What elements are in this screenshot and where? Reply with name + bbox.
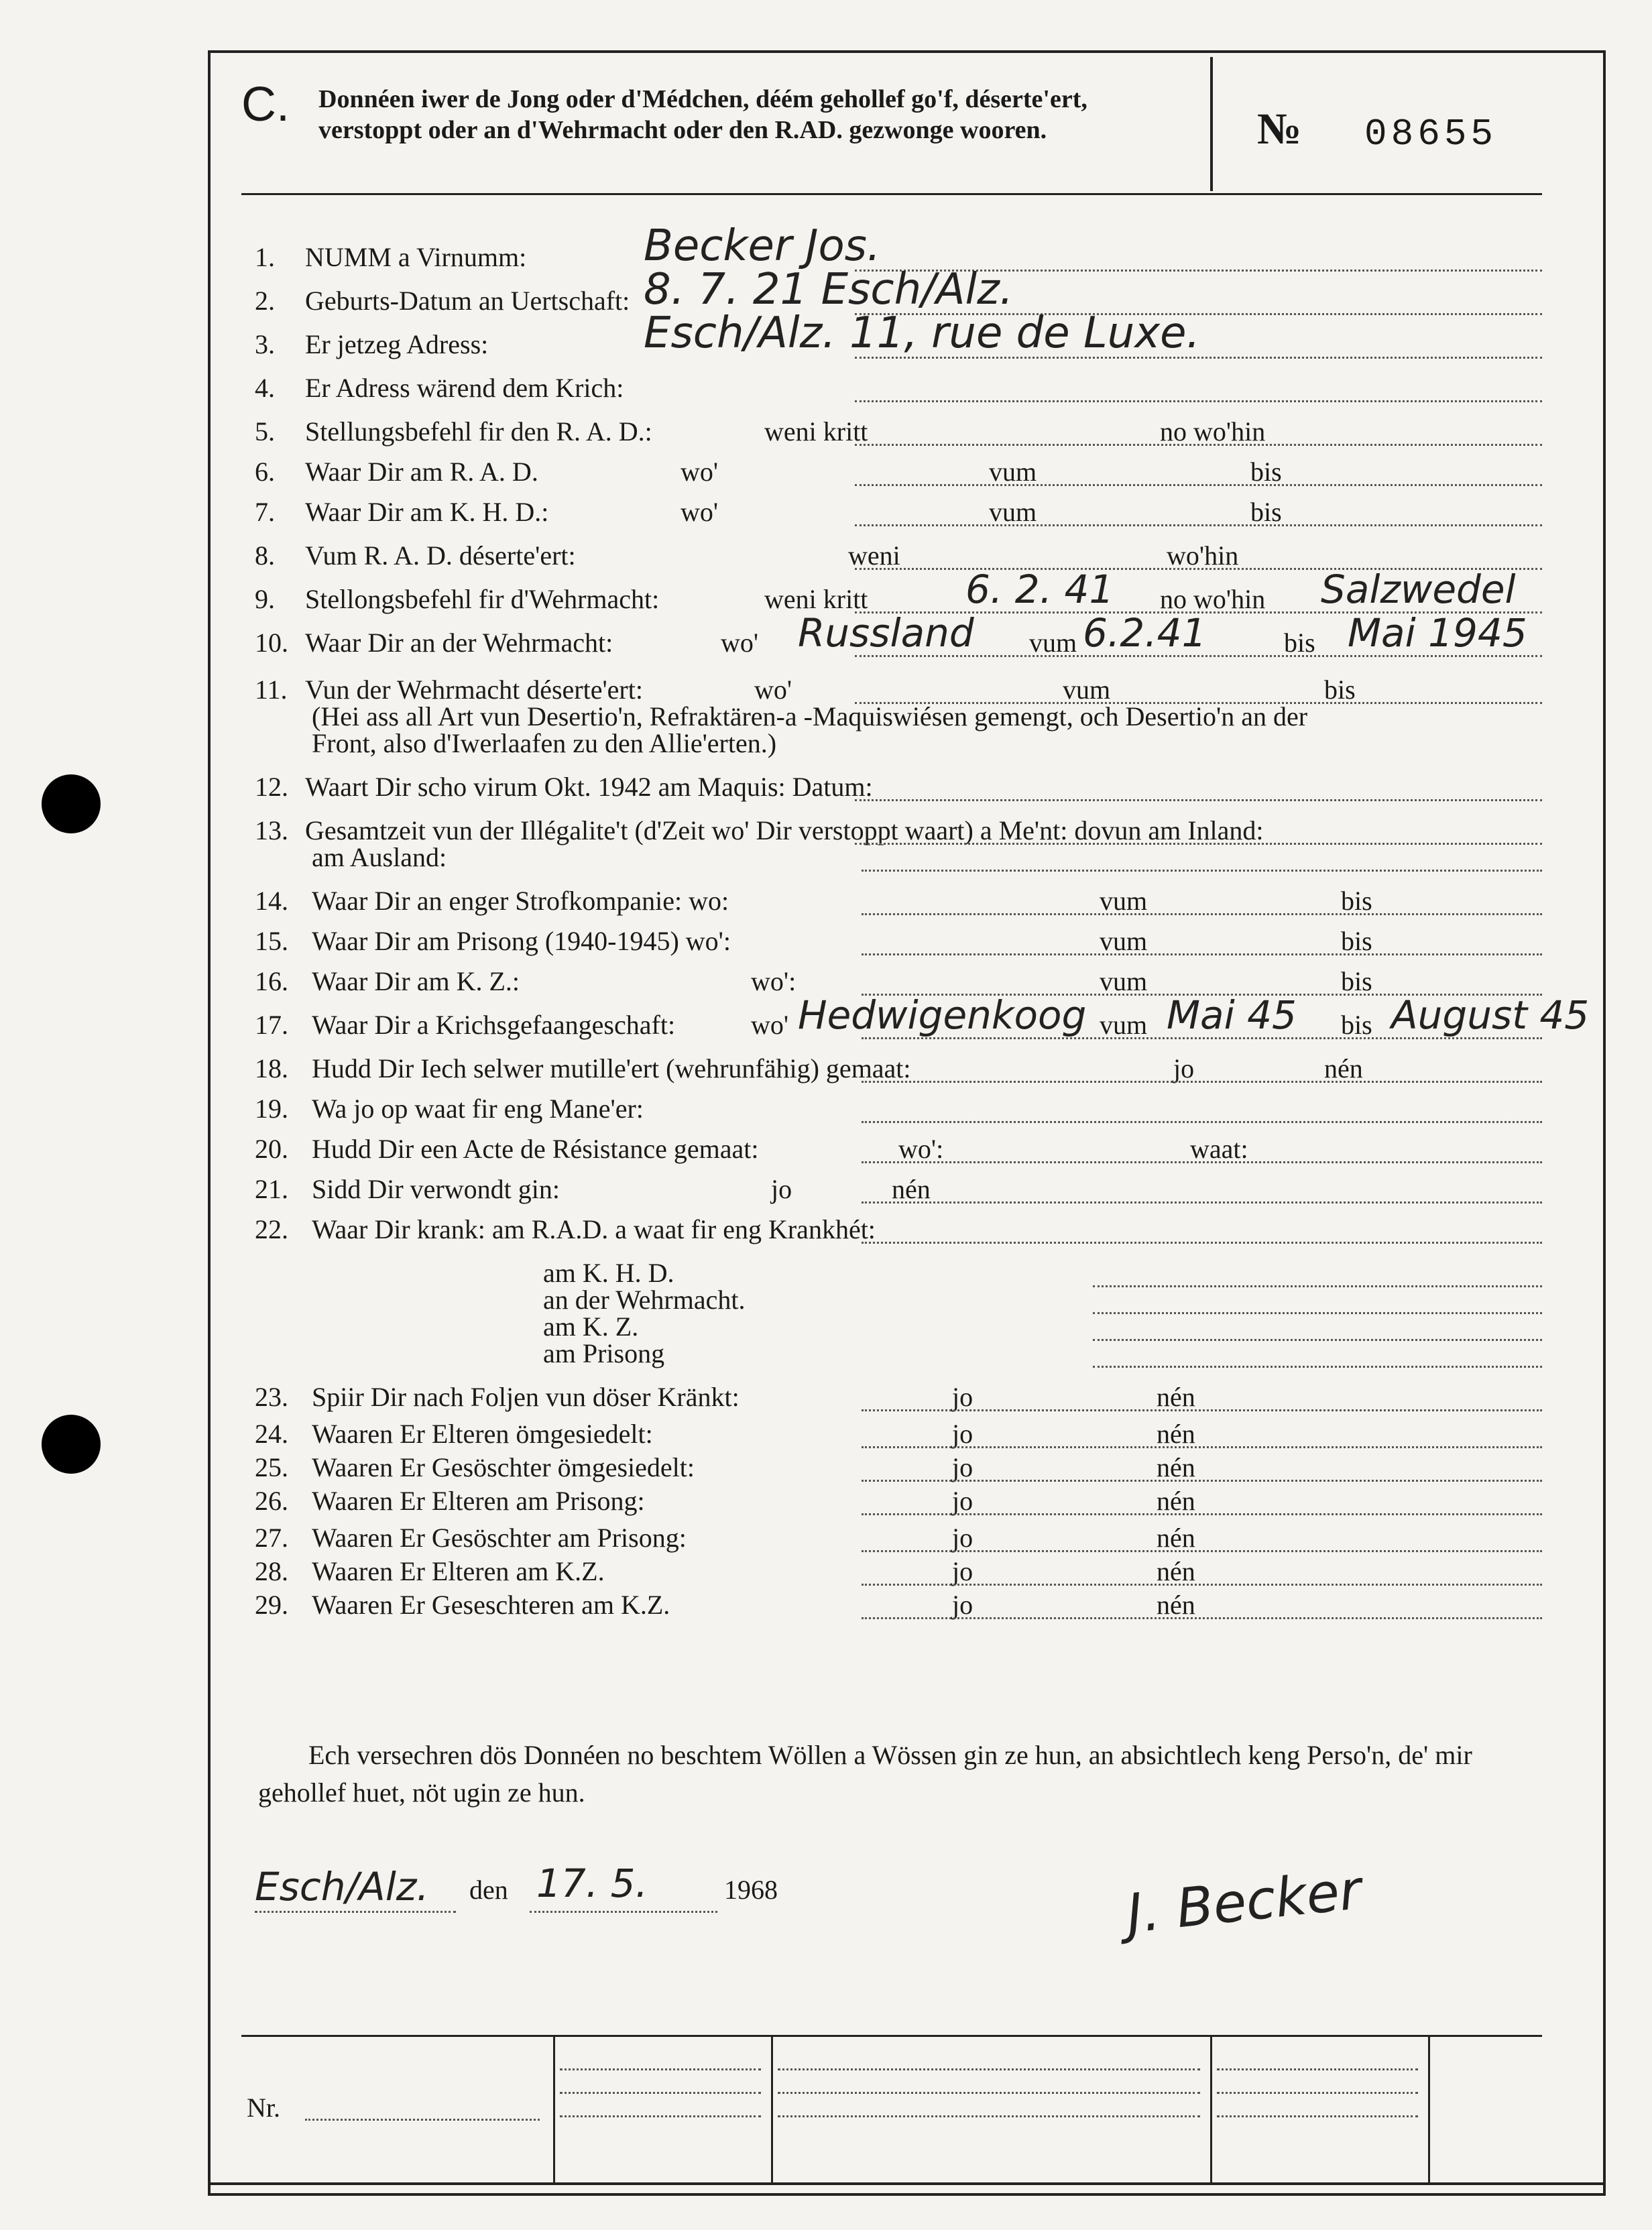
answer-dotted-line[interactable] xyxy=(862,1161,1542,1163)
row-label: Waaren Er Gesöschter ömgesiedelt: xyxy=(312,1452,695,1482)
row-number: 27. xyxy=(255,1523,288,1553)
row-label: Waart Dir scho virum Okt. 1942 am Maquis: Datum: xyxy=(305,772,873,802)
row-caption-c2: no wo'hin xyxy=(1160,416,1266,447)
footer-dots-3b xyxy=(1217,2092,1418,2094)
handwritten-answer-v1: Russland xyxy=(798,610,974,656)
row-label: Waar Dir krank: am R.A.D. a waat fir eng Krankhét: xyxy=(312,1214,876,1244)
row-label: am K. Z. xyxy=(543,1311,639,1342)
row-number: 18. xyxy=(255,1053,288,1083)
answer-dotted-line[interactable] xyxy=(862,1513,1542,1515)
row-label: Sidd Dir verwondt gin: xyxy=(312,1174,560,1204)
row-label: Er jetzeg Adress: xyxy=(305,329,489,359)
row-caption-c1: wo' xyxy=(681,457,719,487)
answer-dotted-line[interactable] xyxy=(862,1121,1542,1123)
row-caption-c2: nén xyxy=(1157,1556,1195,1586)
row-caption-c3: bis xyxy=(1341,1010,1372,1040)
answer-dotted-line[interactable] xyxy=(1093,1312,1542,1314)
answer-dotted-line[interactable] xyxy=(862,953,1542,955)
handwritten-answer-v2: 6.2.41 xyxy=(1083,610,1207,656)
row-number: 22. xyxy=(255,1214,288,1244)
footer-dots-1a xyxy=(560,2068,761,2070)
row-label: Waar Dir a Krichsgefaangeschaft: xyxy=(312,1010,676,1040)
row-number: 11. xyxy=(255,674,288,705)
answer-dotted-line[interactable] xyxy=(855,444,1542,446)
section-letter: C. xyxy=(241,78,290,131)
answer-dotted-line[interactable] xyxy=(855,484,1542,486)
row-number: 14. xyxy=(255,886,288,916)
row-label: am Ausland: xyxy=(312,842,447,872)
row-label: Front, also d'Iwerlaafen zu den Allie'erten.) xyxy=(312,728,777,758)
footer-col-2 xyxy=(771,2035,773,2182)
row-caption-c1: jo xyxy=(771,1174,792,1204)
row-caption-c3: bis xyxy=(1341,886,1372,916)
row-number: 29. xyxy=(255,1590,288,1620)
row-label: Wa jo op waat fir eng Mane'er: xyxy=(312,1094,644,1124)
header-rule xyxy=(241,193,1542,195)
answer-dotted-line[interactable] xyxy=(855,524,1542,526)
number-symbol: № xyxy=(1257,105,1302,154)
row-caption-c3: bis xyxy=(1341,926,1372,956)
place-handwritten: Esch/Alz. xyxy=(255,1864,429,1910)
answer-dotted-line[interactable] xyxy=(855,843,1542,845)
footer-dots-2b xyxy=(778,2092,1200,2094)
row-caption-c2: vum xyxy=(989,457,1037,487)
date-handwritten: 17. 5. xyxy=(536,1861,648,1906)
punch-hole-top xyxy=(42,774,101,833)
row-label: Waar Dir am K. Z.: xyxy=(312,966,520,996)
row-label: Waar Dir am Prisong (1940-1945) wo': xyxy=(312,926,731,956)
row-caption-c3: bis xyxy=(1284,628,1315,658)
footer-dots-1b xyxy=(560,2092,761,2094)
row-caption-c2: vum xyxy=(1100,886,1148,916)
footer-dots-2c xyxy=(778,2115,1200,2117)
row-caption-c2: nén xyxy=(1324,1053,1363,1083)
row-caption-c2: vum xyxy=(1100,966,1148,996)
row-label: Stellungsbefehl fir den R. A. D.: xyxy=(305,416,652,447)
answer-dotted-line[interactable] xyxy=(862,1617,1542,1619)
row-label: (Hei ass all Art vun Desertio'n, Refraktären-a -Maquiswiésen gemengt, och Desertio'n an der xyxy=(312,701,1308,731)
answer-dotted-line[interactable] xyxy=(862,1242,1542,1244)
nr-label: Nr. xyxy=(247,2093,280,2123)
row-caption-c1: wo' xyxy=(754,674,792,705)
footer-bottom-rule xyxy=(208,2182,1606,2185)
answer-dotted-line[interactable] xyxy=(862,1584,1542,1586)
row-label: Waar Dir an der Wehrmacht: xyxy=(305,628,613,658)
handwritten-answer-v2: Mai 45 xyxy=(1167,992,1297,1038)
row-label: Stellongsbefehl fir d'Wehrmacht: xyxy=(305,584,660,614)
footer-dots-1c xyxy=(560,2115,761,2117)
row-number: 13. xyxy=(255,815,288,845)
row-number: 28. xyxy=(255,1556,288,1586)
row-number: 5. xyxy=(255,416,275,447)
row-label: NUMM a Virnumm: xyxy=(305,242,527,272)
signature: J. Becker xyxy=(1124,1858,1364,1946)
row-caption-c2: waat: xyxy=(1190,1134,1248,1164)
row-label: Vum R. A. D. déserte'ert: xyxy=(305,540,576,571)
row-label: Waaren Er Elteren am Prisong: xyxy=(312,1486,645,1516)
form-number: 08655 xyxy=(1364,113,1498,156)
form-title: Donnéen iwer de Jong oder d'Médchen, déém gehollef go'f, déserte'ert, verstoppt oder an d'Wehrmacht oder den R.AD. gezwonge wooren. xyxy=(318,85,1087,144)
answer-dotted-line[interactable] xyxy=(862,1201,1542,1204)
answer-dotted-line[interactable] xyxy=(862,1446,1542,1448)
row-caption-c3: bis xyxy=(1324,674,1356,705)
row-label: am K. H. D. xyxy=(543,1258,674,1288)
answer-dotted-line[interactable] xyxy=(862,1081,1542,1083)
handwritten-answer-v2: Salzwedel xyxy=(1321,567,1516,612)
punch-hole-bottom xyxy=(42,1415,101,1474)
row-number: 25. xyxy=(255,1452,288,1482)
row-label: an der Wehrmacht. xyxy=(543,1285,746,1315)
row-caption-c2: no wo'hin xyxy=(1160,584,1266,614)
row-number: 3. xyxy=(255,329,275,359)
row-caption-c1: jo xyxy=(952,1382,973,1412)
footer-col-4 xyxy=(1428,2035,1430,2182)
answer-dotted-line[interactable] xyxy=(862,913,1542,915)
row-label: Er Adress wärend dem Krich: xyxy=(305,373,624,403)
handwritten-answer: Esch/Alz. 11, rue de Luxe. xyxy=(644,308,1200,358)
row-caption-c2: wo'hin xyxy=(1167,540,1239,571)
declaration-text: Ech versechren dös Donnéen no beschtem Wöllen a Wössen gin ze hun, an absichtlech keng Perso'n, de' mir gehollef huet, nöt ugin ze hun. xyxy=(258,1740,1472,1808)
row-caption-c1: jo xyxy=(952,1452,973,1482)
row-number: 15. xyxy=(255,926,288,956)
row-number: 23. xyxy=(255,1382,288,1412)
handwritten-answer: Becker Jos. xyxy=(644,221,881,271)
footer-top-rule xyxy=(241,2035,1542,2037)
row-caption-c1: wo' xyxy=(751,1010,789,1040)
row-caption-c2: vum xyxy=(989,497,1037,527)
row-label: Gesamtzeit vun der Illégalite't (d'Zeit wo' Dir verstoppt waart) a Me'nt: dovun am Inland: xyxy=(305,815,1264,845)
row-number: 16. xyxy=(255,966,288,996)
row-caption-c2: nén xyxy=(1157,1486,1195,1516)
row-caption-c2: nén xyxy=(1157,1452,1195,1482)
row-caption-c1: jo xyxy=(952,1523,973,1553)
row-caption-c1: jo xyxy=(952,1419,973,1449)
answer-dotted-line[interactable] xyxy=(855,400,1542,402)
header-divider xyxy=(1210,57,1213,191)
answer-dotted-line[interactable] xyxy=(862,870,1542,872)
row-label: Waaren Er Geseschteren am K.Z. xyxy=(312,1590,670,1620)
row-caption-c1: jo xyxy=(952,1590,973,1620)
answer-dotted-line[interactable] xyxy=(855,799,1542,801)
row-number: 4. xyxy=(255,373,275,403)
row-caption-c1: wo' xyxy=(721,628,759,658)
row-number: 6. xyxy=(255,457,275,487)
row-caption-c2: vum xyxy=(1100,926,1148,956)
row-caption-c2: vum xyxy=(1063,674,1111,705)
row-number: 10. xyxy=(255,628,288,658)
row-number: 19. xyxy=(255,1094,288,1124)
row-label: Waaren Er Gesöschter am Prisong: xyxy=(312,1523,687,1553)
row-number: 8. xyxy=(255,540,275,571)
row-number: 1. xyxy=(255,242,275,272)
answer-dotted-line[interactable] xyxy=(1093,1366,1542,1368)
row-number: 9. xyxy=(255,584,275,614)
row-number: 17. xyxy=(255,1010,288,1040)
place-dotted-line xyxy=(255,1911,456,1913)
row-label: am Prisong xyxy=(543,1338,665,1368)
footer-col-1 xyxy=(553,2035,555,2182)
footer-col-3 xyxy=(1210,2035,1212,2182)
answer-dotted-line[interactable] xyxy=(1093,1339,1542,1341)
row-label: Waaren Er Elteren ömgesiedelt: xyxy=(312,1419,653,1449)
row-number: 20. xyxy=(255,1134,288,1164)
row-caption-c3: bis xyxy=(1250,457,1282,487)
row-caption-c2: nén xyxy=(1157,1419,1195,1449)
row-number: 26. xyxy=(255,1486,288,1516)
row-caption-c3: bis xyxy=(1341,966,1372,996)
answer-dotted-line[interactable] xyxy=(862,1480,1542,1482)
row-label: Hudd Dir Iech selwer mutille'ert (wehrunfähig) gemaat: xyxy=(312,1053,911,1083)
handwritten-answer-v3: Mai 1945 xyxy=(1348,610,1527,656)
handwritten-answer: 8. 7. 21 Esch/Alz. xyxy=(644,265,1014,314)
row-caption-c2: vum xyxy=(1100,1010,1148,1040)
row-label: Vun der Wehrmacht déserte'ert: xyxy=(305,674,643,705)
row-number: 24. xyxy=(255,1419,288,1449)
row-caption-c2: nén xyxy=(892,1174,931,1204)
row-number: 21. xyxy=(255,1174,288,1204)
row-label: Waar Dir am R. A. D. xyxy=(305,457,538,487)
row-caption-c1: wo': xyxy=(898,1134,944,1164)
answer-dotted-line[interactable] xyxy=(862,1550,1542,1552)
nr-dotted-line xyxy=(305,2119,540,2121)
date-dotted-line xyxy=(530,1911,717,1913)
row-caption-c1: jo xyxy=(952,1486,973,1516)
row-caption-c1: weni kritt xyxy=(764,584,868,614)
row-label: Waar Dir am K. H. D.: xyxy=(305,497,549,527)
row-label: Waaren Er Elteren am K.Z. xyxy=(312,1556,605,1586)
row-caption-c2: vum xyxy=(1029,628,1077,658)
row-caption-c1: wo' xyxy=(681,497,719,527)
row-number: 12. xyxy=(255,772,288,802)
row-label: Geburts-Datum an Uertschaft: xyxy=(305,286,630,316)
handwritten-answer-v1: Hedwigenkoog xyxy=(798,992,1087,1038)
answer-dotted-line[interactable] xyxy=(1093,1285,1542,1287)
row-number: 2. xyxy=(255,286,275,316)
row-caption-c3: bis xyxy=(1250,497,1282,527)
row-caption-c1: jo xyxy=(1173,1053,1195,1083)
row-caption-c1: weni xyxy=(848,540,900,571)
handwritten-answer-v1: 6. 2. 41 xyxy=(965,567,1114,612)
row-label: Spiir Dir nach Foljen vun döser Kränkt: xyxy=(312,1382,740,1412)
row-caption-c2: nén xyxy=(1157,1382,1195,1412)
year-label: 1968 xyxy=(724,1875,778,1905)
handwritten-answer-v3: August 45 xyxy=(1391,992,1590,1038)
row-caption-c1: weni kritt xyxy=(764,416,868,447)
row-caption-c1: wo': xyxy=(751,966,796,996)
row-caption-c1: jo xyxy=(952,1556,973,1586)
row-number: 7. xyxy=(255,497,275,527)
row-label: Hudd Dir een Acte de Résistance gemaat: xyxy=(312,1134,759,1164)
row-caption-c2: nén xyxy=(1157,1590,1195,1620)
answer-dotted-line[interactable] xyxy=(862,1409,1542,1411)
row-caption-c2: nén xyxy=(1157,1523,1195,1553)
footer-dots-3c xyxy=(1217,2115,1418,2117)
footer-dots-2a xyxy=(778,2068,1200,2070)
row-label: Waar Dir an enger Strofkompanie: wo: xyxy=(312,886,729,916)
footer-dots-3a xyxy=(1217,2068,1418,2070)
den-label: den xyxy=(469,1875,508,1905)
